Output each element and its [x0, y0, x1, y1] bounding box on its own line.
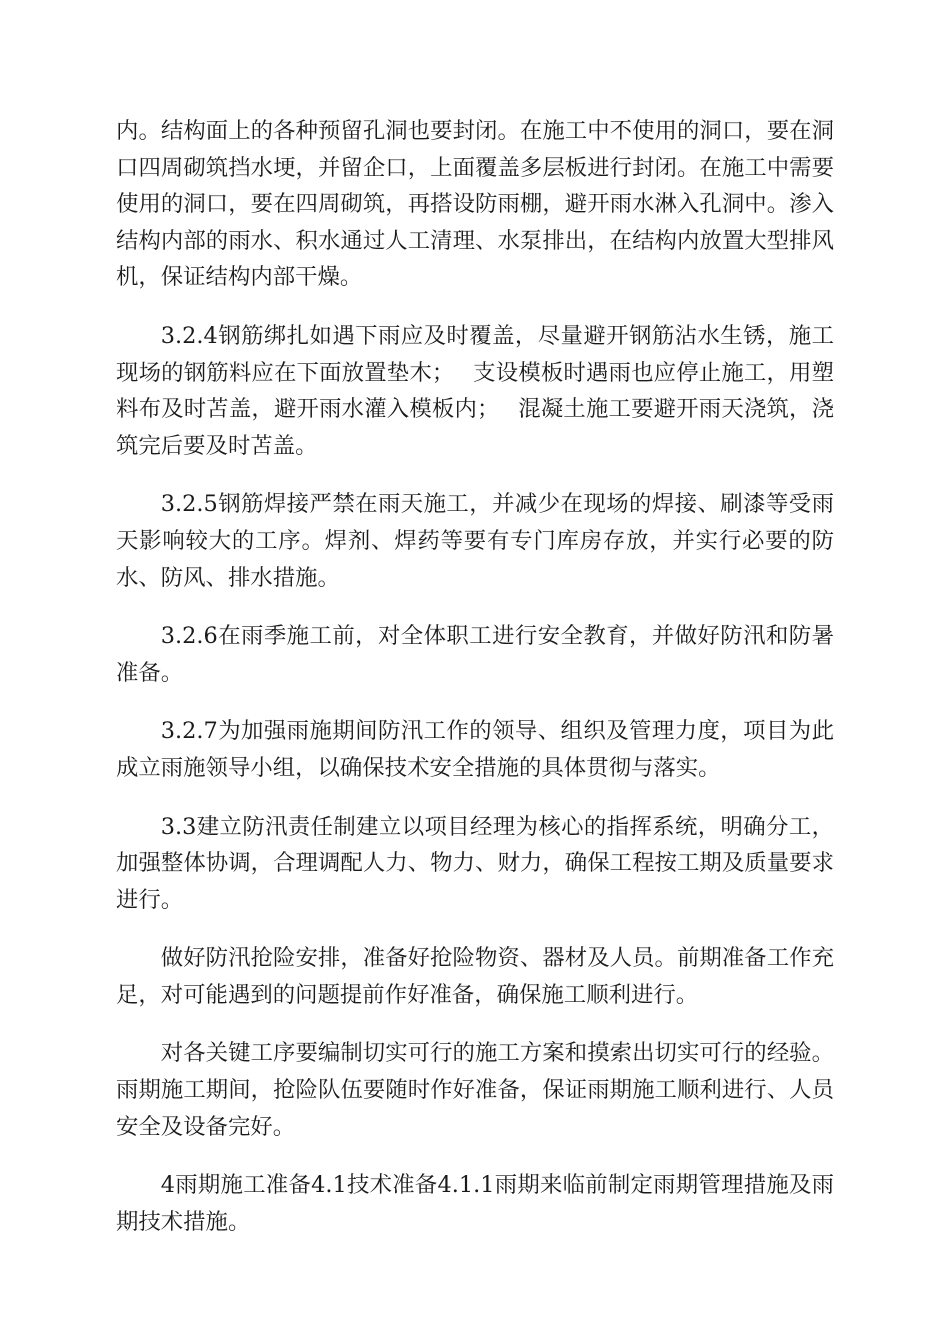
paragraph-2: 3.2.4钢筋绑扎如遇下雨应及时覆盖，尽量避开钢筋沾水生锈，施工现场的钢筋料应在下面放置垫木； 支设模板时遇雨也应停止施工，用塑料布及时苫盖，避开雨水灌入模板内； 混凝土施工要避开雨天浇筑，浇筑完后要及时苫盖。	[116, 322, 834, 459]
paragraph-3: 3.2.5钢筋焊接严禁在雨天施工，并减少在现场的焊接、刷漆等受雨天影响较大的工序。焊剂、焊药等要有专门库房存放，并实行必要的防水、防风、排水措施。	[116, 491, 834, 591]
paragraph-8: 对各关键工序要编制切实可行的施工方案和摸索出切实可行的经验。雨期施工期间，抢险队伍要随时作好准备，保证雨期施工顺利进行、人员安全及设备完好。	[116, 1040, 834, 1140]
document-body	[116, 113, 834, 1262]
paragraph-5: 3.2.7为加强雨施期间防汛工作的领导、组织及管理力度，项目为此成立雨施领导小组，以确保技术安全措施的具体贯彻与落实。	[116, 718, 834, 781]
paragraph-7: 做好防汛抢险安排，准备好抢险物资、器材及人员。前期准备工作充足，对可能遇到的问题提前作好准备，确保施工顺利进行。	[116, 945, 834, 1008]
paragraph-9: 4雨期施工准备4.1技术准备4.1.1雨期来临前制定雨期管理措施及雨期技术措施。	[116, 1172, 834, 1235]
paragraph-6: 3.3建立防汛责任制建立以项目经理为核心的指挥系统，明确分工，加强整体协调，合理调配人力、物力、财力，确保工程按工期及质量要求进行。	[116, 813, 834, 913]
paragraph-1: 内。结构面上的各种预留孔洞也要封闭。在施工中不使用的洞口，要在洞口四周砌筑挡水埂，并留企口，上面覆盖多层板进行封闭。在施工中需要使用的洞口，要在四周砌筑，再搭设防雨棚，避开雨水淋入孔洞中。渗入结构内部的雨水、积水通过人工清理、水泵排出，在结构内放置大型排风机，保证结构内部干燥。	[116, 118, 834, 291]
paragraph-4: 3.2.6在雨季施工前，对全体职工进行安全教育，并做好防汛和防暑准备。	[116, 623, 834, 686]
